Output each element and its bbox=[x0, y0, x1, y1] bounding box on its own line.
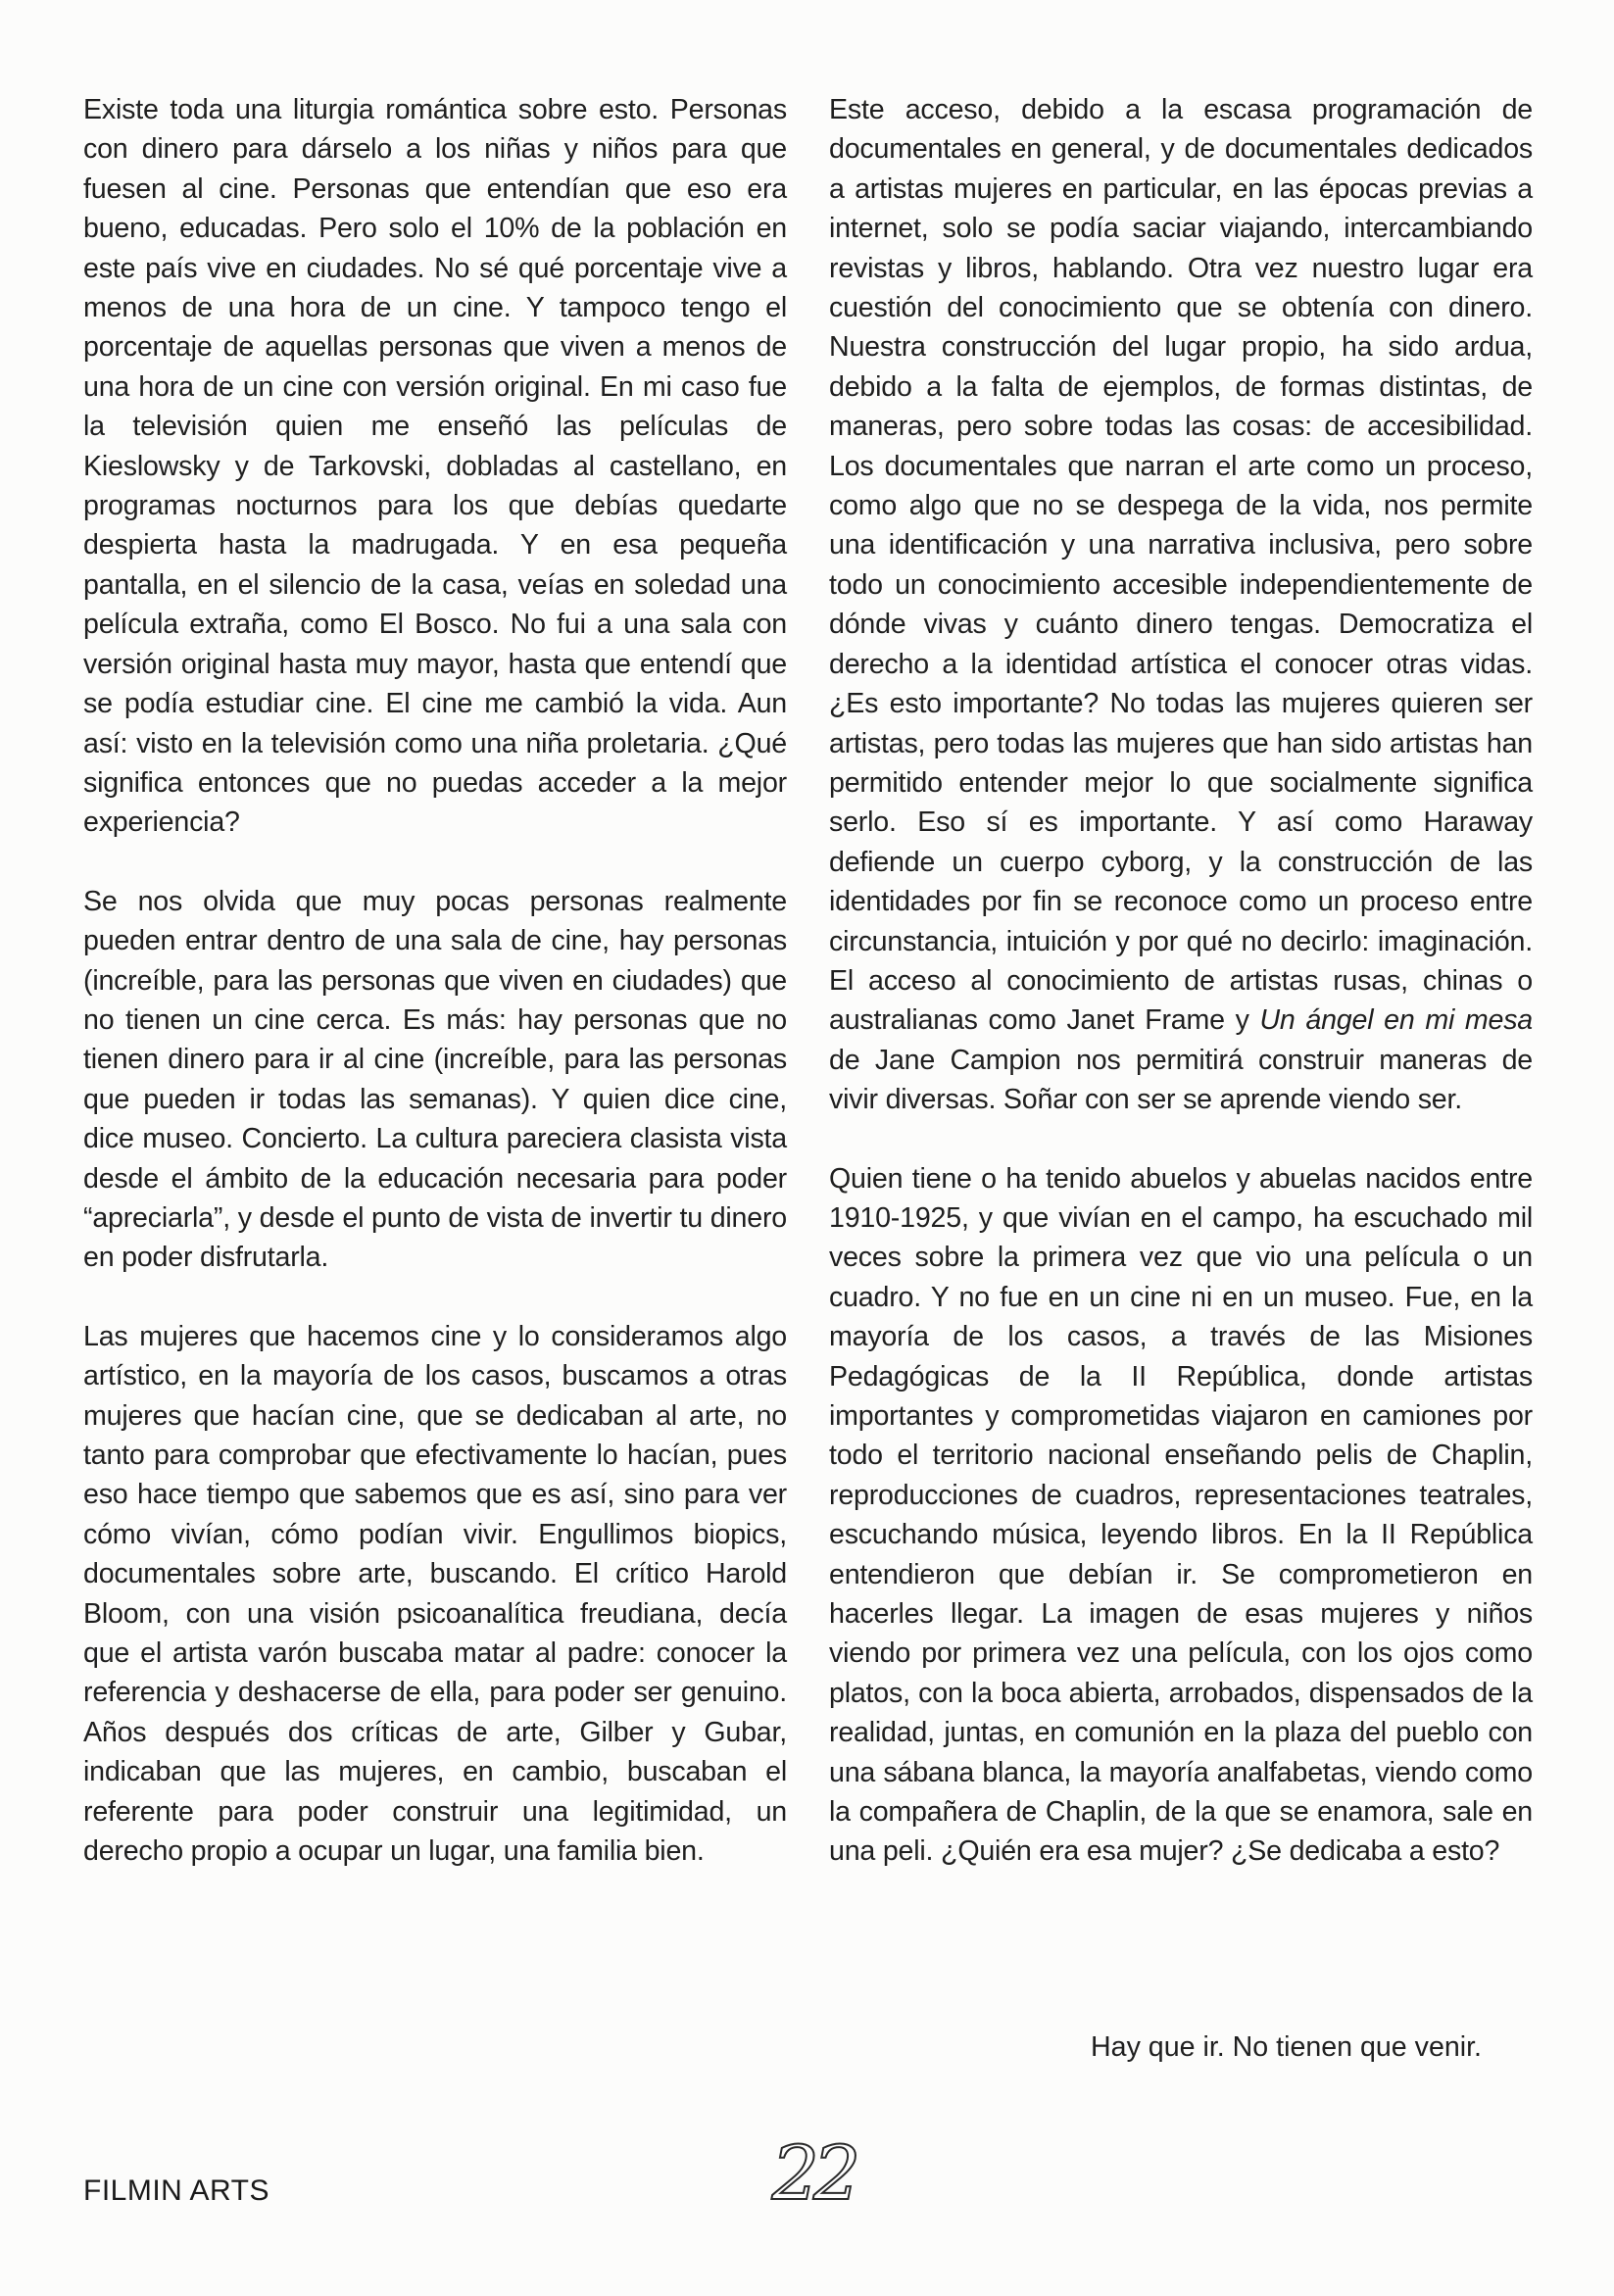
footer-brand: FILMIN ARTS bbox=[83, 2174, 269, 2207]
left-paragraph-2: Se nos olvida que muy pocas personas realmente pueden entrar dentro de una sala de cine, hay personas (increíble, para las personas que viven en ciudades) que no tienen un cine cerca. Es más: hay personas que no tienen dinero para ir al cine (increíble, para las personas que pueden ir todas las semanas). Y quien dice cine, dice museo. Concierto. La cultura pareciera clasista vista desde el ámbito de la educación necesaria para poder “apreciarla”, y desde el punto de vista de invertir tu dinero en poder disfrutarla. bbox=[83, 885, 787, 1274]
left-text-column bbox=[83, 90, 787, 1910]
film-title-italic: Un ángel en mi mesa bbox=[1259, 1004, 1534, 1037]
left-paragraph-3: Las mujeres que hacemos cine y lo consideramos algo artístico, en la mayoría de los casos, buscamos a otras mujeres que hacían cine, que se dedicaban al arte, no tanto para comprobar que efectivamente lo hacían, pues eso hace tiempo que sabemos que es así, sino para ver cómo vivían, cómo podían vivir. Engullimos biopics, documentales sobre arte, buscando. El crítico Harold Bloom, con una visión psicoanalítica freudiana, decía que el artista varón buscaba matar al padre: conocer la referencia y deshacerse de ella, para poder ser genuino. Años después dos críticas de arte, Gilber y Gubar, indicaban que las mujeres, en cambio, buscaban el referente para poder construir una legitimidad, un derecho propio a ocupar un lugar, una familia bien. bbox=[83, 1320, 787, 1868]
closing-signoff: Hay que ir. No tienen que venir. bbox=[1091, 2031, 1482, 2063]
right-paragraph-2: Quien tiene o ha tenido abuelos y abuelas nacidos entre 1910-1925, y que vivían en el campo, ha escuchado mil veces sobre la primera vez que vio una película o un cuadro. Y no fue en un cine ni en un museo. Fue, en la mayoría de los casos, a través de las Misiones Pedagógicas de la II República, donde artistas importantes y comprometidas viajaron en camiones por todo el territorio nacional enseñando pelis de Chaplin, reproducciones de cuadros, representaciones teatrales, escuchando música, leyendo libros. En la II República entendieron que debían ir. Se comprometieron en hacerles llegar. La imagen de esas mujeres y niños viendo por primera vez una película, con los ojos como platos, con la boca abierta, arrobados, dispensados de la realidad, juntas, en comunión en la plaza del pueblo con una sábana blanca, la mayoría analfabetas, viendo como la compañera de Chaplin, de la que se enamora, sale en una peli. ¿Quién era esa mujer? ¿Se dedicaba a esto? bbox=[829, 1162, 1533, 1868]
right-text-column bbox=[829, 90, 1533, 1905]
left-paragraph-1: Existe toda una liturgia romántica sobre esto. Personas con dinero para dárselo a los niñas y niños para que fuesen al cine. Personas que entendían que eso era bueno, educadas. Pero solo el 10% de la población en este país vive en ciudades. No sé qué porcentaje vive a menos de una hora de un cine. Y tampoco tengo el porcentaje de aquellas personas que viven a menos de una hora de un cine con versión original. En mi caso fue la televisión quien me enseñó las películas de Kieslowsky y de Tarkovski, dobladas al castellano, en programas nocturnos para los que debías quedarte despierta hasta la madrugada. Y en esa pequeña pantalla, en el silencio de la casa, veías en soledad una película extraña, como El Bosco. No fui a una sala con versión original hasta muy mayor, hasta que entendí que se podía estudiar cine. El cine me cambió la vida. Aun así: visto en la televisión como una niña proletaria. ¿Qué significa entonces que no puedas acceder a la mejor experiencia? bbox=[83, 94, 787, 839]
right-paragraph-1-text-b: de Jane Campion nos permitirá construir maneras de vivir diversas. Soñar con ser se aprende viendo ser. bbox=[829, 1044, 1533, 1116]
right-paragraph-1-text-a: Este acceso, debido a la escasa programación de documentales en general, y de documentales dedicados a artistas mujeres en particular, en las épocas previas a internet, solo se podía saciar viajando, intercambiando revistas y libros, hablando. Otra vez nuestro lugar era cuestión del conocimiento que se obtenía con dinero. Nuestra construcción del lugar propio, ha sido ardua, debido a la falta de ejemplos, de formas distintas, de maneras, pero sobre todas las cosas: de accesibilidad. Los documentales que narran el arte como un proceso, como algo que no se despega de la vida, nos permite una identificación y una narrativa inclusiva, pero sobre todo un conocimiento accesible independientemente de dónde vivas y cuánto dinero tengas. Democratiza el derecho a la identidad artística el conocer otras vidas. ¿Es esto importante? No todas las mujeres quieren ser artistas, pero todas las mujeres que han sido artistas han permitido entender mejor lo que socialmente significa serlo. Eso sí es importante. Y así como Haraway defiende un cuerpo cyborg, y la construcción de las identidades por fin se reconoce como un proceso entre circunstancia, intuición y por qué no decirlo: imaginación. El acceso al conocimiento de artistas rusas, chinas o australianas como Janet Frame y bbox=[829, 94, 1533, 1037]
page-number: 22 bbox=[771, 2129, 856, 2217]
right-paragraph-1 bbox=[829, 90, 1533, 1120]
